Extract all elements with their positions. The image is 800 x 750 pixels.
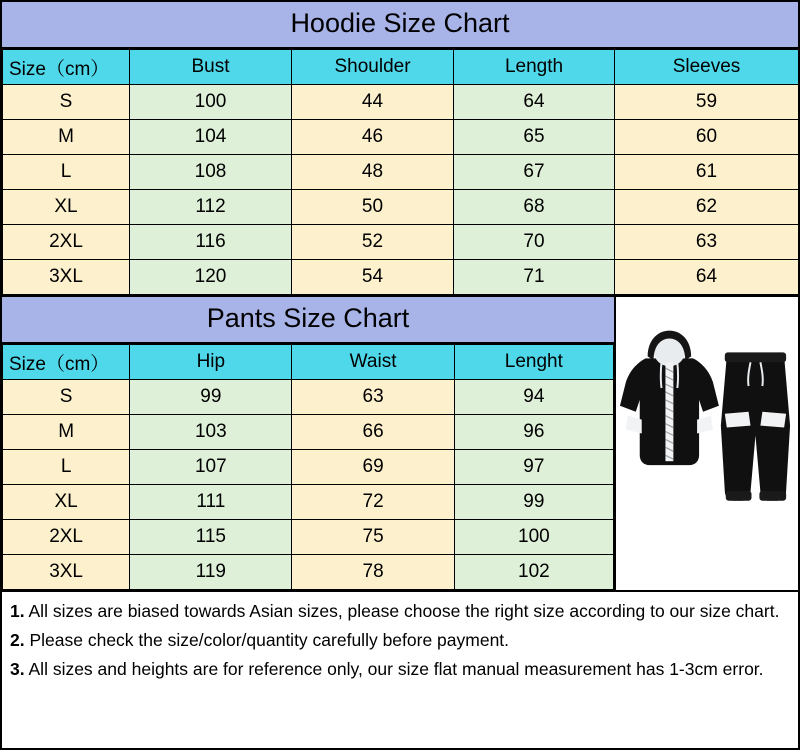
cell-waist: 78 bbox=[292, 555, 454, 590]
cell-size: XL bbox=[3, 485, 130, 520]
cell-length: 94 bbox=[454, 380, 613, 415]
column-header-shoulder: Shoulder bbox=[292, 50, 454, 85]
cell-hip: 103 bbox=[130, 415, 292, 450]
cell-shoulder: 48 bbox=[292, 155, 454, 190]
table-row bbox=[3, 120, 799, 155]
cell-length: 64 bbox=[454, 85, 615, 120]
cell-sleeves: 63 bbox=[615, 225, 799, 260]
table-row bbox=[3, 520, 614, 555]
column-header-sleeves: Sleeves bbox=[615, 50, 799, 85]
note-item bbox=[10, 656, 790, 683]
hoodie-chart-title: Hoodie Size Chart bbox=[2, 2, 798, 49]
cell-length: 67 bbox=[454, 155, 615, 190]
hoodie-size-table bbox=[2, 49, 799, 295]
note-number: 1. bbox=[10, 601, 25, 622]
cell-size: S bbox=[3, 380, 130, 415]
cell-size: 3XL bbox=[3, 260, 130, 295]
cell-hip: 107 bbox=[130, 450, 292, 485]
cell-length: 70 bbox=[454, 225, 615, 260]
pants-and-image-section bbox=[2, 295, 798, 590]
cell-size: M bbox=[3, 415, 130, 450]
note-number: 2. bbox=[10, 630, 25, 651]
cell-length: 68 bbox=[454, 190, 615, 225]
table-row bbox=[3, 415, 614, 450]
cell-waist: 63 bbox=[292, 380, 454, 415]
cell-shoulder: 44 bbox=[292, 85, 454, 120]
column-header-size: Size（cm） bbox=[3, 50, 130, 85]
cell-bust: 104 bbox=[130, 120, 292, 155]
cell-waist: 69 bbox=[292, 450, 454, 485]
cell-bust: 112 bbox=[130, 190, 292, 225]
cell-size: 3XL bbox=[3, 555, 130, 590]
cell-length: 65 bbox=[454, 120, 615, 155]
cell-hip: 119 bbox=[130, 555, 292, 590]
cell-length: 96 bbox=[454, 415, 613, 450]
cell-size: XL bbox=[3, 190, 130, 225]
cell-waist: 66 bbox=[292, 415, 454, 450]
table-header-row bbox=[3, 50, 799, 85]
cell-sleeves: 62 bbox=[615, 190, 799, 225]
table-row bbox=[3, 450, 614, 485]
cell-sleeves: 60 bbox=[615, 120, 799, 155]
hoodie-size-chart-section bbox=[2, 2, 798, 295]
note-item bbox=[10, 598, 790, 625]
cell-bust: 100 bbox=[130, 85, 292, 120]
cell-length: 71 bbox=[454, 260, 615, 295]
column-header-size: Size（cm） bbox=[3, 345, 130, 380]
cell-hip: 115 bbox=[130, 520, 292, 555]
cell-hip: 99 bbox=[130, 380, 292, 415]
table-row bbox=[3, 485, 614, 520]
pants-chart-title: Pants Size Chart bbox=[2, 297, 614, 344]
cell-shoulder: 54 bbox=[292, 260, 454, 295]
column-header-length: Length bbox=[454, 50, 615, 85]
column-header-length: Lenght bbox=[454, 345, 613, 380]
pants-size-chart-section bbox=[2, 297, 614, 590]
note-item bbox=[10, 627, 790, 654]
cell-length: 100 bbox=[454, 520, 613, 555]
cell-size: 2XL bbox=[3, 225, 130, 260]
cell-sleeves: 59 bbox=[615, 85, 799, 120]
cell-bust: 108 bbox=[130, 155, 292, 190]
cell-length: 102 bbox=[454, 555, 613, 590]
notes-section bbox=[2, 590, 798, 748]
tracksuit-product-image bbox=[616, 297, 798, 559]
cell-waist: 72 bbox=[292, 485, 454, 520]
cell-hip: 111 bbox=[130, 485, 292, 520]
note-text: Please check the size/color/quantity carefully before payment. bbox=[24, 630, 510, 651]
cell-length: 97 bbox=[454, 450, 613, 485]
table-row bbox=[3, 85, 799, 120]
column-header-hip: Hip bbox=[130, 345, 292, 380]
table-row bbox=[3, 190, 799, 225]
product-image-panel bbox=[614, 297, 798, 590]
table-row bbox=[3, 225, 799, 260]
cell-size: L bbox=[3, 450, 130, 485]
cell-shoulder: 46 bbox=[292, 120, 454, 155]
cell-size: M bbox=[3, 120, 130, 155]
pants-size-table bbox=[2, 344, 614, 590]
note-text: All sizes and heights are for reference only, our size flat manual measurement has 1-3cm error. bbox=[24, 659, 764, 680]
cell-bust: 120 bbox=[130, 260, 292, 295]
cell-sleeves: 64 bbox=[615, 260, 799, 295]
note-number: 3. bbox=[10, 659, 25, 680]
table-row bbox=[3, 260, 799, 295]
cell-shoulder: 50 bbox=[292, 190, 454, 225]
column-header-waist: Waist bbox=[292, 345, 454, 380]
cell-bust: 116 bbox=[130, 225, 292, 260]
table-row bbox=[3, 380, 614, 415]
cell-size: 2XL bbox=[3, 520, 130, 555]
note-text: All sizes are biased towards Asian sizes, please choose the right size according to our size chart. bbox=[24, 601, 780, 622]
cell-length: 99 bbox=[454, 485, 613, 520]
table-row bbox=[3, 555, 614, 590]
cell-shoulder: 52 bbox=[292, 225, 454, 260]
table-header-row bbox=[3, 345, 614, 380]
table-row bbox=[3, 155, 799, 190]
cell-waist: 75 bbox=[292, 520, 454, 555]
cell-size: L bbox=[3, 155, 130, 190]
cell-size: S bbox=[3, 85, 130, 120]
cell-sleeves: 61 bbox=[615, 155, 799, 190]
column-header-bust: Bust bbox=[130, 50, 292, 85]
